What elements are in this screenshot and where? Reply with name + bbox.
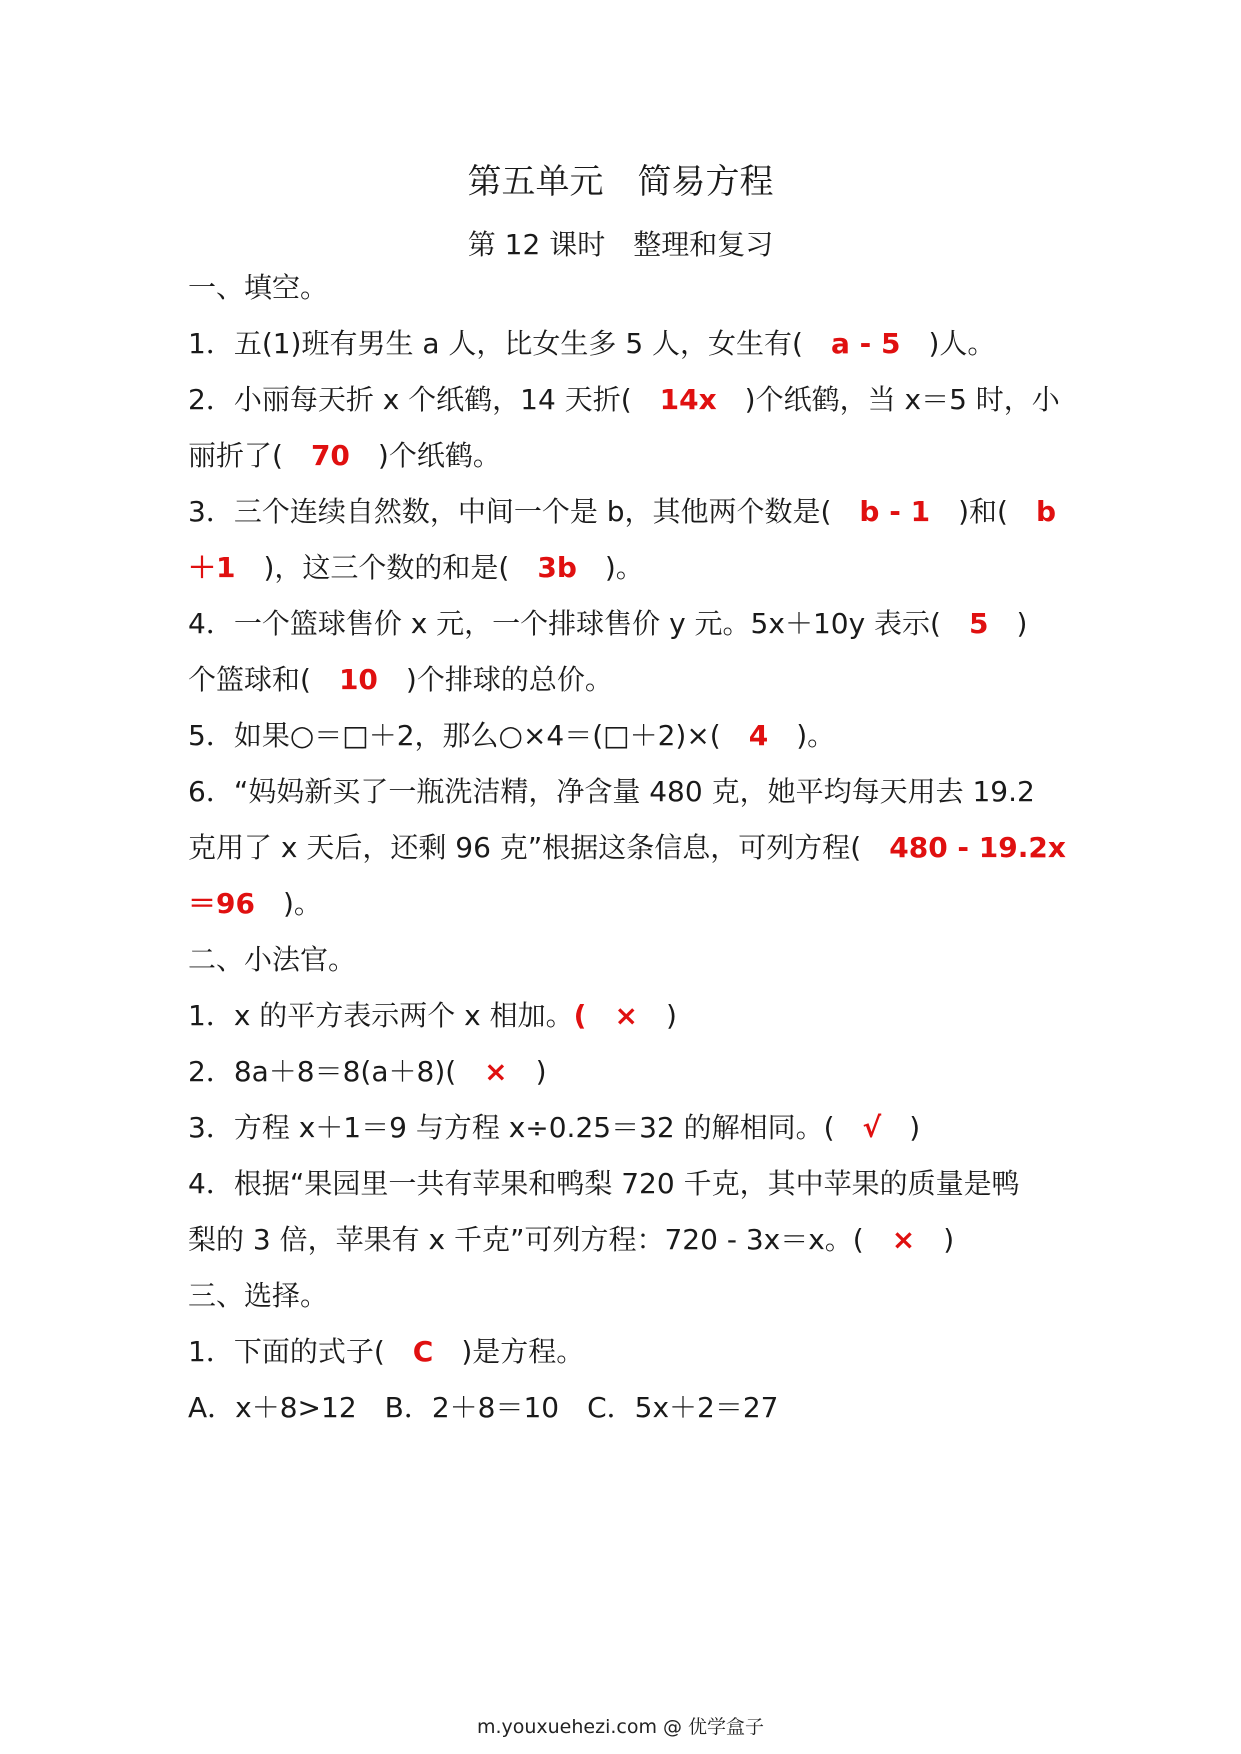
question-text: 1．五(1)班有男生 a 人，比女生多 5 人，女生有( [188,327,831,360]
footer-watermark: m.youxuehezi.com @ 优学盒子 [476,1716,765,1738]
page-subtitle: 第 12 课时 整理和复习 [467,228,774,261]
section-heading-choice: 三、选择。 [188,1279,329,1312]
answer: 14x [659,383,717,416]
question-1-4-line-1 [188,604,1058,644]
question-1-3-line-1 [188,492,1058,532]
question-1-6-line-2 [188,828,1066,868]
question-text: )人。 [900,327,996,360]
question-1-5 [188,716,1058,756]
section-heading-judge: 二、小法官。 [188,943,357,976]
question-text: 丽折了( [188,439,311,472]
question-text: 个篮球和( [188,663,339,696]
question-2-3 [188,1108,1058,1148]
question-text: 4．一个篮球售价 x 元，一个排球售价 y 元。5x＋10y 表示( [188,607,969,640]
question-text: )个排球的总价。 [377,663,613,696]
question-text: )。 [768,719,836,752]
question-3-1-options: A．x＋8>12 B．2＋8＝10 C．5x＋2＝27 [188,1391,779,1424]
question-2-4-line-2 [188,1220,1058,1260]
answer: 480 - 19.2x [889,831,1066,864]
answer: 10 [338,663,378,696]
question-1-6-line-3 [188,884,1058,924]
question-text: )个纸鹤。 [349,439,501,472]
question-text: 2．小丽每天折 x 个纸鹤，14 天折( [188,383,660,416]
answer: b [1035,495,1056,528]
question-1-6-line-1: 6．“妈妈新买了一瓶洗洁精，净含量 480 克，她平均每天用去 19.2 [188,775,1035,808]
question-text: ) [637,999,677,1032]
question-2-4-line-1: 4．根据“果园里一共有苹果和鸭梨 720 千克，其中苹果的质量是鸭 [188,1167,1020,1200]
question-text: 克用了 x 天后，还剩 96 克”根据这条信息，可列方程( [188,831,890,864]
question-1-1 [188,324,1058,364]
page-title: 第五单元 简易方程 [467,162,774,202]
question-text: 1．x 的平方表示两个 x 相加。 [188,999,574,1032]
answer: b - 1 [859,495,931,528]
question-text: 梨的 3 倍，苹果有 x 千克”可列方程：720 - 3x＝x。( [188,1223,892,1256]
question-text: 5．如果○＝□＋2，那么○×4＝(□＋2)×( [188,719,749,752]
question-text: 3．方程 x＋1＝9 与方程 x÷0.25＝32 的解相同。( [188,1111,863,1144]
question-text: ) [507,1055,547,1088]
answer: × [586,999,638,1032]
question-2-2 [188,1052,1058,1092]
question-1-3-line-2 [188,548,1058,588]
question-1-4-line-2 [188,660,1058,700]
answer: × [891,1223,916,1256]
question-text: )是方程。 [433,1335,585,1368]
answer: 3b [537,551,577,584]
answer: 4 [748,719,769,752]
answer: 70 [310,439,350,472]
answer: ＋1 [188,551,236,584]
question-text: )。 [254,887,322,920]
answer: √ [862,1111,882,1144]
answer-paren: ( [573,999,587,1032]
question-text: 3．三个连续自然数，中间一个是 b，其他两个数是( [188,495,860,528]
question-text: ) [915,1223,955,1256]
question-text: )。 [576,551,644,584]
answer: × [484,1055,508,1088]
question-text: ) [881,1111,921,1144]
question-text: ) [988,607,1028,640]
section-heading-fill-blank: 一、填空。 [188,271,329,304]
question-3-1 [188,1332,1058,1372]
question-1-2-line-1 [188,380,1058,420]
answer: ＝96 [188,887,255,920]
question-text: )和( [930,495,1036,528]
answer: a - 5 [830,327,901,360]
question-text: 2．8a＋8＝8(a＋8)( [188,1055,485,1088]
question-text: )个纸鹤，当 x＝5 时，小 [716,383,1060,416]
question-2-1 [188,996,1058,1036]
question-1-2-line-2 [188,436,1058,476]
question-text: )，这三个数的和是( [235,551,538,584]
answer: 5 [968,607,989,640]
answer: C [412,1335,434,1368]
question-text: 1．下面的式子( [188,1335,413,1368]
